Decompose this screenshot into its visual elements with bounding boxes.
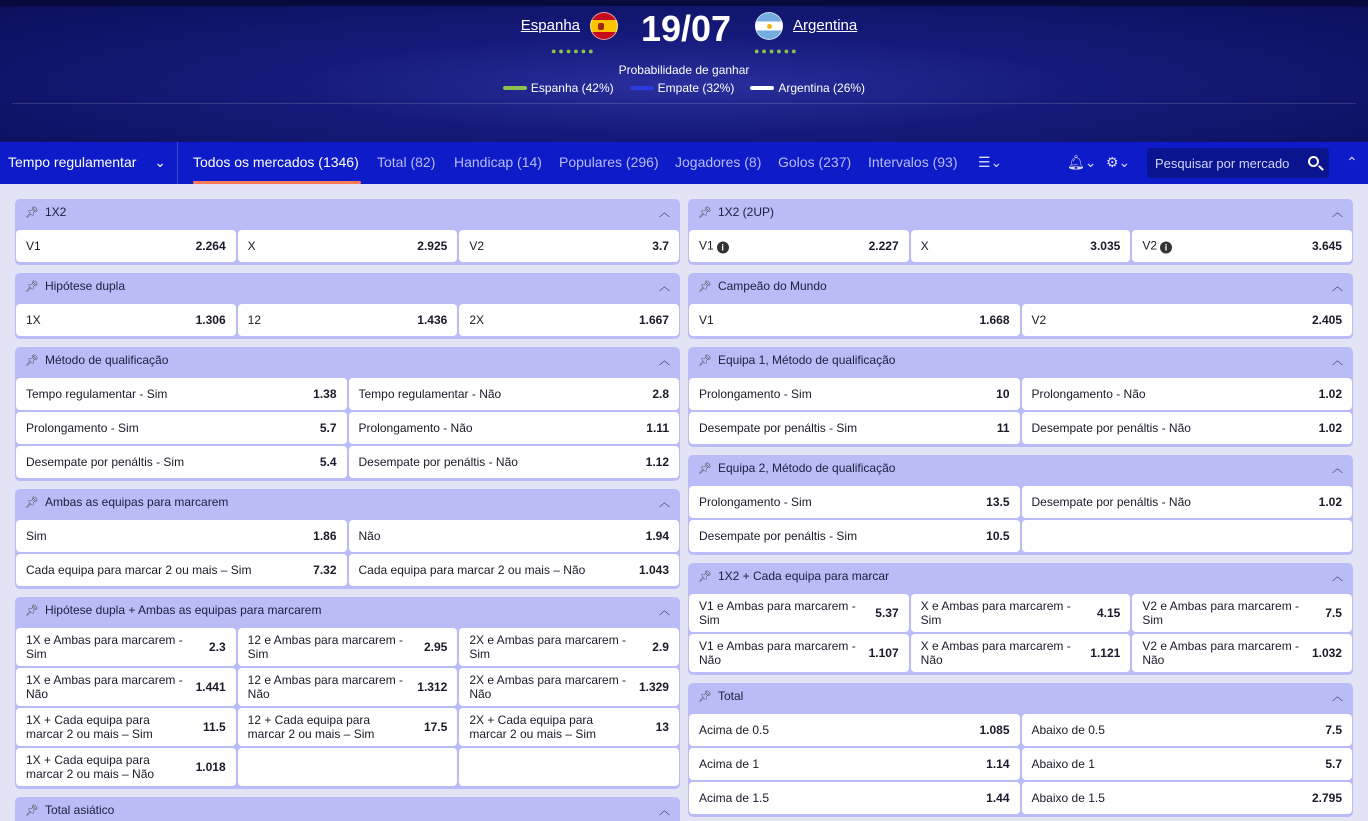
odds-cell[interactable] [1022,412,1353,444]
odds-value: 5.4 [319,455,337,469]
gear-icon[interactable]: ⚙⌄ [1106,154,1131,170]
tab-handicap[interactable]: Handicap (14) [454,154,542,170]
odds-value: 1.436 [417,313,448,327]
pin-icon[interactable]: 📌︎ [25,355,39,367]
market-panel [688,273,1353,339]
match-header [0,0,1368,142]
team1-link[interactable]: Espanha [520,17,580,34]
odds-label: 1X e Ambas para marcarem - Sim [26,633,183,661]
odds-value: 2.264 [195,239,226,253]
chevron-up-icon[interactable]: ︿ [1332,207,1343,219]
odds-label: X [247,239,256,253]
odds-cell[interactable] [16,304,236,336]
odds-cell[interactable] [238,668,458,706]
tab-intervals[interactable]: Intervalos (93) [868,154,958,170]
tab-divider [177,142,178,184]
odds-value: 1.667 [638,313,669,327]
prob-item [750,81,865,95]
prob-label: Empate (32%) [657,81,735,95]
odds-label: X e Ambas para marcarem - Não [920,639,1071,667]
odds-value: 2.9 [652,640,669,654]
odds-value: 7.5 [1325,606,1342,620]
odds-label: 1X e Ambas para marcarem - Não [26,673,183,701]
prob-bar [750,86,774,90]
market-title[interactable] [25,205,66,223]
odds-label: Desempate por penáltis - Não [1031,495,1191,509]
market-title-text: Equipa 2, Método de qualificação [717,461,896,475]
odds-label: 12 + Cada equipa para marcar 2 ou mais – Sim [247,713,375,741]
chevron-up-icon[interactable]: ︿ [659,497,670,509]
team1-form-dots: ●●●●●● [551,46,596,56]
pin-icon[interactable]: 📌︎ [698,571,712,583]
pin-icon[interactable]: 📌︎ [698,207,712,219]
prob-bar [503,86,527,90]
market-title-text: Hipótese dupla [44,279,126,293]
market-panel [15,489,680,589]
odds-label: V2 e Ambas para marcarem - Sim [1142,599,1300,627]
odds-cell[interactable] [689,486,1020,518]
odds-value: 1.668 [979,313,1010,327]
market-title-text: Hipótese dupla + Ambas as equipas para marcarem [44,603,322,617]
odds-label: Cada equipa para marcar 2 ou mais – Sim [26,563,252,577]
market-panel [688,683,1353,817]
odds-cell[interactable] [16,708,236,746]
market-panel [15,273,680,339]
market-title[interactable] [25,495,228,513]
odds-cell[interactable] [349,378,680,410]
odds-value: 2.405 [1311,313,1342,327]
odds-label: V1 [26,239,41,253]
odds-value: 1.02 [1318,495,1342,509]
odds-value: 13.5 [986,495,1010,509]
odds-value: 1.107 [868,646,899,660]
odds-cell[interactable] [459,628,679,666]
odds-cell[interactable] [1132,594,1352,632]
odds-cell[interactable] [16,554,347,586]
header-divider [12,103,1356,104]
odds-cell[interactable] [911,594,1131,632]
tab-goals[interactable]: Golos (237) [778,154,852,170]
odds-value: 2.795 [1311,791,1342,805]
win-probability-title: Probabilidade de ganhar [618,63,750,77]
odds-value: 3.7 [652,239,669,253]
odds-cell[interactable] [1022,748,1353,780]
market-tabs-bar [0,142,1368,184]
odds-value: 1.441 [195,680,226,694]
odds-value: 2.925 [417,239,448,253]
odds-value: 1.043 [638,563,669,577]
odds-cell[interactable] [16,378,347,410]
odds-cell[interactable] [1022,304,1353,336]
team2-form-dots: ●●●●●● [754,46,799,56]
odds-label: Prolongamento - Não [358,421,473,435]
search-placeholder: Pesquisar por mercado [1155,156,1290,171]
odds-label: V1 e Ambas para marcarem - Não [699,639,856,667]
argentina-flag-icon [755,12,783,40]
odds-label: Desempate por penáltis - Sim [26,455,185,469]
market-title-text: Equipa 1, Método de qualificação [717,353,896,367]
odds-label: Prolongamento - Sim [699,387,812,401]
market-title-text: Ambas as equipas para marcarem [44,495,229,509]
tab-popular[interactable]: Populares (296) [559,154,659,170]
collapse-icon[interactable]: ⌃ [1346,154,1358,170]
info-icon[interactable]: i [717,242,729,254]
odds-value: 1.94 [645,529,669,543]
odds-label: Tempo regulamentar - Não [358,387,502,401]
odds-cell[interactable] [911,230,1131,262]
tab-total[interactable]: Total (82) [377,154,436,170]
odds-value: 10.5 [986,529,1010,543]
market-panel [688,347,1353,447]
odds-label: Acima de 1 [699,757,760,771]
odds-label: 2X e Ambas para marcarem - Não [469,673,627,701]
odds-label: Cada equipa para marcar 2 ou mais – Não [358,563,586,577]
pin-icon[interactable]: 📌︎ [25,497,39,509]
chevron-up-icon[interactable]: ︿ [1332,571,1343,583]
market-title[interactable] [25,603,321,621]
chevron-up-icon[interactable]: ︿ [659,605,670,617]
odds-value: 1.14 [986,757,1010,771]
odds-value: 2.8 [652,387,669,401]
odds-value: 1.44 [986,791,1010,805]
odds-cell[interactable] [459,668,679,706]
odds-label: 1X [26,313,41,327]
odds-value: 1.86 [313,529,337,543]
market-panel [15,199,680,265]
odds-label: Não [358,529,381,543]
odds-cell[interactable] [689,520,1020,552]
odds-label: 12 e Ambas para marcarem - Sim [247,633,404,661]
odds-cell[interactable] [689,748,1020,780]
chevron-up-icon[interactable]: ︿ [659,355,670,367]
odds-value: 11.5 [202,720,226,734]
odds-cell[interactable] [238,628,458,666]
odds-value: 2.3 [208,640,226,654]
odds-value: 3.645 [1311,239,1342,253]
market-title[interactable] [698,569,889,587]
market-panel [15,597,680,789]
odds-cell[interactable] [238,230,458,262]
bell-icon[interactable]: 🔔︎⌄ [1067,154,1097,170]
odds-label: V2 [1031,313,1047,327]
odds-label: Acima de 1.5 [699,791,770,805]
odds-label: Prolongamento - Sim [26,421,139,435]
market-panel [688,199,1353,265]
odds-label: Desempate por penáltis - Sim [699,529,858,543]
pin-icon[interactable]: 📌︎ [698,463,712,475]
period-select[interactable] [8,154,166,171]
odds-cell[interactable] [911,634,1131,672]
odds-value: 5.7 [319,421,337,435]
menu-icon[interactable]: ☰⌄ [978,154,1003,170]
active-tab-indicator [193,181,361,184]
odds-label: Abaixo de 1.5 [1031,791,1105,805]
odds-value: 11 [996,421,1010,435]
pin-icon[interactable]: 📌︎ [25,281,39,293]
odds-label: V2 [469,239,485,253]
odds-value: 1.085 [979,723,1010,737]
odds-cell[interactable] [689,714,1020,746]
odds-label: Abaixo de 0.5 [1031,723,1105,737]
odds-cell[interactable] [689,634,909,672]
odds-cell[interactable] [689,412,1020,444]
odds-cell[interactable] [16,446,347,478]
odds-value: 1.02 [1318,387,1342,401]
odds-cell[interactable] [689,782,1020,814]
odds-cell[interactable] [16,520,347,552]
prob-bar [630,86,654,90]
market-title-text: Total asiático [44,803,115,817]
odds-label: X [920,239,929,253]
market-title[interactable] [698,279,827,297]
odds-value: 2.227 [868,239,899,253]
odds-label: 2X + Cada equipa para marcar 2 ou mais – Sim [469,713,597,741]
odds-label: Prolongamento - Sim [699,495,812,509]
odds-cell[interactable] [349,412,680,444]
odds-cell[interactable] [459,304,679,336]
odds-cell[interactable] [349,554,680,586]
odds-value: 10 [996,387,1010,401]
odds-cell[interactable] [1022,782,1353,814]
search-input[interactable] [1147,148,1329,178]
odds-value: 17.5 [423,720,448,734]
odds-label: Desempate por penáltis - Sim [699,421,858,435]
odds-cell[interactable] [1022,714,1353,746]
odds-cell[interactable] [16,628,236,666]
odds-value: 5.7 [1325,757,1342,771]
odds-label: V2 e Ambas para marcarem - Não [1142,639,1300,667]
market-title[interactable] [698,353,895,371]
odds-label: Tempo regulamentar - Sim [26,387,168,401]
pin-icon[interactable]: 📌︎ [698,355,712,367]
chevron-up-icon[interactable]: ︿ [659,207,670,219]
tab-all-markets[interactable]: Todos os mercados (1346) [193,154,359,170]
odds-cell[interactable] [689,304,1020,336]
odds-label: 2X e Ambas para marcarem - Sim [469,633,627,661]
market-panel [688,563,1353,675]
odds-value: 4.15 [1096,606,1121,620]
chevron-up-icon[interactable]: ︿ [659,281,670,293]
odds-value: 1.018 [195,760,226,774]
odds-cell [238,748,458,786]
odds-cell[interactable] [238,304,458,336]
odds-value: 13 [655,720,669,734]
odds-value: 2.95 [423,640,448,654]
odds-value: 7.5 [1325,723,1342,737]
odds-value: 1.032 [1311,646,1342,660]
odds-label: V1 [699,313,714,327]
odds-label: 12 [247,313,262,327]
market-title[interactable] [698,461,895,479]
pin-icon[interactable]: 📌︎ [25,805,39,817]
market-title[interactable] [25,803,114,821]
market-title[interactable] [698,689,743,707]
pin-icon[interactable]: 📌︎ [698,281,712,293]
odds-label: 2X [469,313,485,327]
odds-cell[interactable] [16,668,236,706]
search-icon[interactable] [1308,156,1319,167]
prob-label: Argentina (26%) [778,81,866,95]
odds-label: Abaixo de 1 [1031,757,1095,771]
market-title[interactable] [698,205,774,223]
pin-icon[interactable]: 📌︎ [25,207,39,219]
info-icon[interactable]: i [1160,242,1172,254]
odds-cell[interactable] [1022,486,1353,518]
odds-value: 7.32 [313,563,337,577]
chevron-up-icon[interactable]: ︿ [1332,355,1343,367]
odds-cell[interactable] [1132,634,1352,672]
market-title[interactable] [25,279,125,297]
odds-label: Desempate por penáltis - Não [358,455,518,469]
market-title-text: 1X2 (2UP) [717,205,774,219]
match-date: 19/07 [640,8,732,49]
odds-cell[interactable] [349,520,680,552]
odds-label: Acima de 0.5 [699,723,770,737]
pin-icon[interactable]: 📌︎ [698,691,712,703]
odds-value: 1.02 [1318,421,1342,435]
prob-item [630,81,735,95]
odds-value: 5.37 [875,606,899,620]
market-title-text: 1X2 + Cada equipa para marcar [717,569,890,583]
odds-cell[interactable] [349,446,680,478]
odds-cell[interactable] [16,412,347,444]
market-title-text: Campeão do Mundo [717,279,827,293]
win-probability-legend [0,81,1368,95]
odds-label: 1X + Cada equipa para marcar 2 ou mais – Não [26,753,155,781]
odds-cell [1022,520,1353,552]
odds-label: V2 i [1142,239,1302,254]
odds-label: X e Ambas para marcarem - Sim [920,599,1071,627]
odds-label: Desempate por penáltis - Não [1031,421,1191,435]
odds-cell[interactable] [459,230,679,262]
market-title-text: Método de qualificação [44,353,169,367]
chevron-up-icon[interactable]: ︿ [1332,463,1343,475]
market-title-text: 1X2 [44,205,67,219]
odds-value: 1.312 [417,680,448,694]
market-title-text: Total [717,689,744,703]
odds-cell[interactable] [16,230,236,262]
market-title[interactable] [25,353,168,371]
chevron-up-icon[interactable]: ︿ [1332,281,1343,293]
tab-players[interactable]: Jogadores (8) [675,154,762,170]
odds-value: 1.11 [646,421,669,435]
odds-label: V1 i [699,239,859,254]
market-panel [15,797,680,821]
odds-value: 1.12 [645,455,669,469]
odds-cell[interactable] [459,708,679,746]
team2-link[interactable]: Argentina [793,17,858,34]
odds-cell [459,748,679,786]
odds-cell[interactable] [1132,230,1352,262]
odds-value: 3.035 [1090,239,1121,253]
odds-cell[interactable] [689,230,909,262]
odds-cell[interactable] [16,748,236,786]
odds-label: V1 e Ambas para marcarem - Sim [699,599,856,627]
spain-flag-icon [590,12,618,40]
odds-label: Sim [26,529,47,543]
pin-icon[interactable]: 📌︎ [25,605,39,617]
odds-cell[interactable] [689,378,1020,410]
odds-cell[interactable] [689,594,909,632]
odds-cell[interactable] [1022,378,1353,410]
odds-label: Prolongamento - Não [1031,387,1146,401]
chevron-down-icon: ⌄ [154,154,167,170]
odds-value: 1.38 [313,387,337,401]
odds-value: 1.121 [1090,646,1121,660]
market-panel [15,347,680,481]
chevron-up-icon[interactable]: ︿ [1332,691,1343,703]
prob-label: Espanha (42%) [530,81,614,95]
odds-label: 12 e Ambas para marcarem - Não [247,673,404,701]
period-label: Tempo regulamentar [8,154,137,170]
odds-label: 1X + Cada equipa para marcar 2 ou mais – Sim [26,713,153,741]
prob-item [503,81,614,95]
odds-value: 1.306 [195,313,226,327]
odds-value: 1.329 [638,680,669,694]
chevron-up-icon[interactable]: ︿ [659,805,670,817]
market-panel [688,455,1353,555]
odds-cell[interactable] [238,708,458,746]
